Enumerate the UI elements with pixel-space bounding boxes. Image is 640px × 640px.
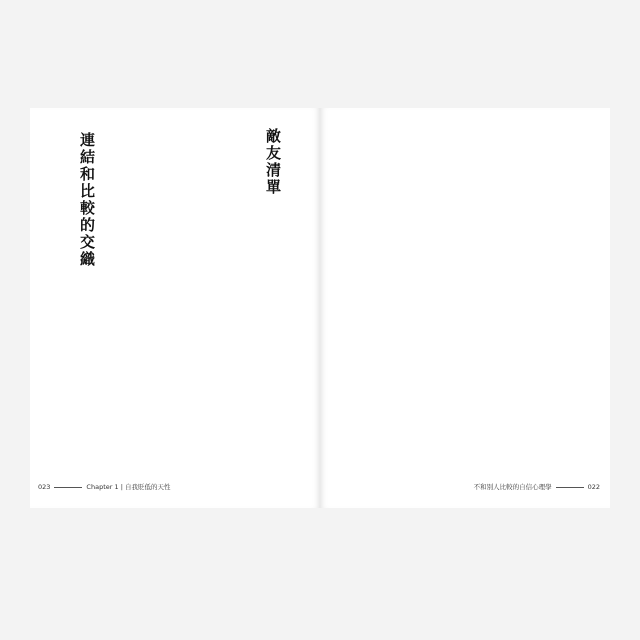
left-page-footer	[38, 482, 170, 491]
right-page-body	[334, 120, 596, 420]
section-heading-connection-comparison: 連結和比較的交織	[78, 132, 96, 268]
book-spread	[30, 108, 610, 508]
footer-rule	[556, 487, 584, 488]
chapter-title: 自我貶低的天性	[124, 483, 171, 491]
section-heading-friend-enemy-list: 敵友清單	[264, 128, 282, 196]
footer-divider: |	[120, 483, 123, 491]
page-number: 022	[587, 483, 600, 491]
right-page	[320, 108, 610, 508]
book-title: 不和別人比較的自信心理學	[473, 483, 552, 491]
right-page-footer	[474, 482, 600, 491]
section-body-connection-comparison	[38, 120, 74, 420]
left-page	[30, 108, 320, 508]
section-body-friend-enemy-list	[108, 120, 258, 420]
chapter-label: Chapter 1	[86, 483, 119, 491]
footer-rule	[54, 487, 82, 488]
paragraph-continuation	[288, 120, 308, 420]
page-number: 023	[38, 483, 51, 491]
